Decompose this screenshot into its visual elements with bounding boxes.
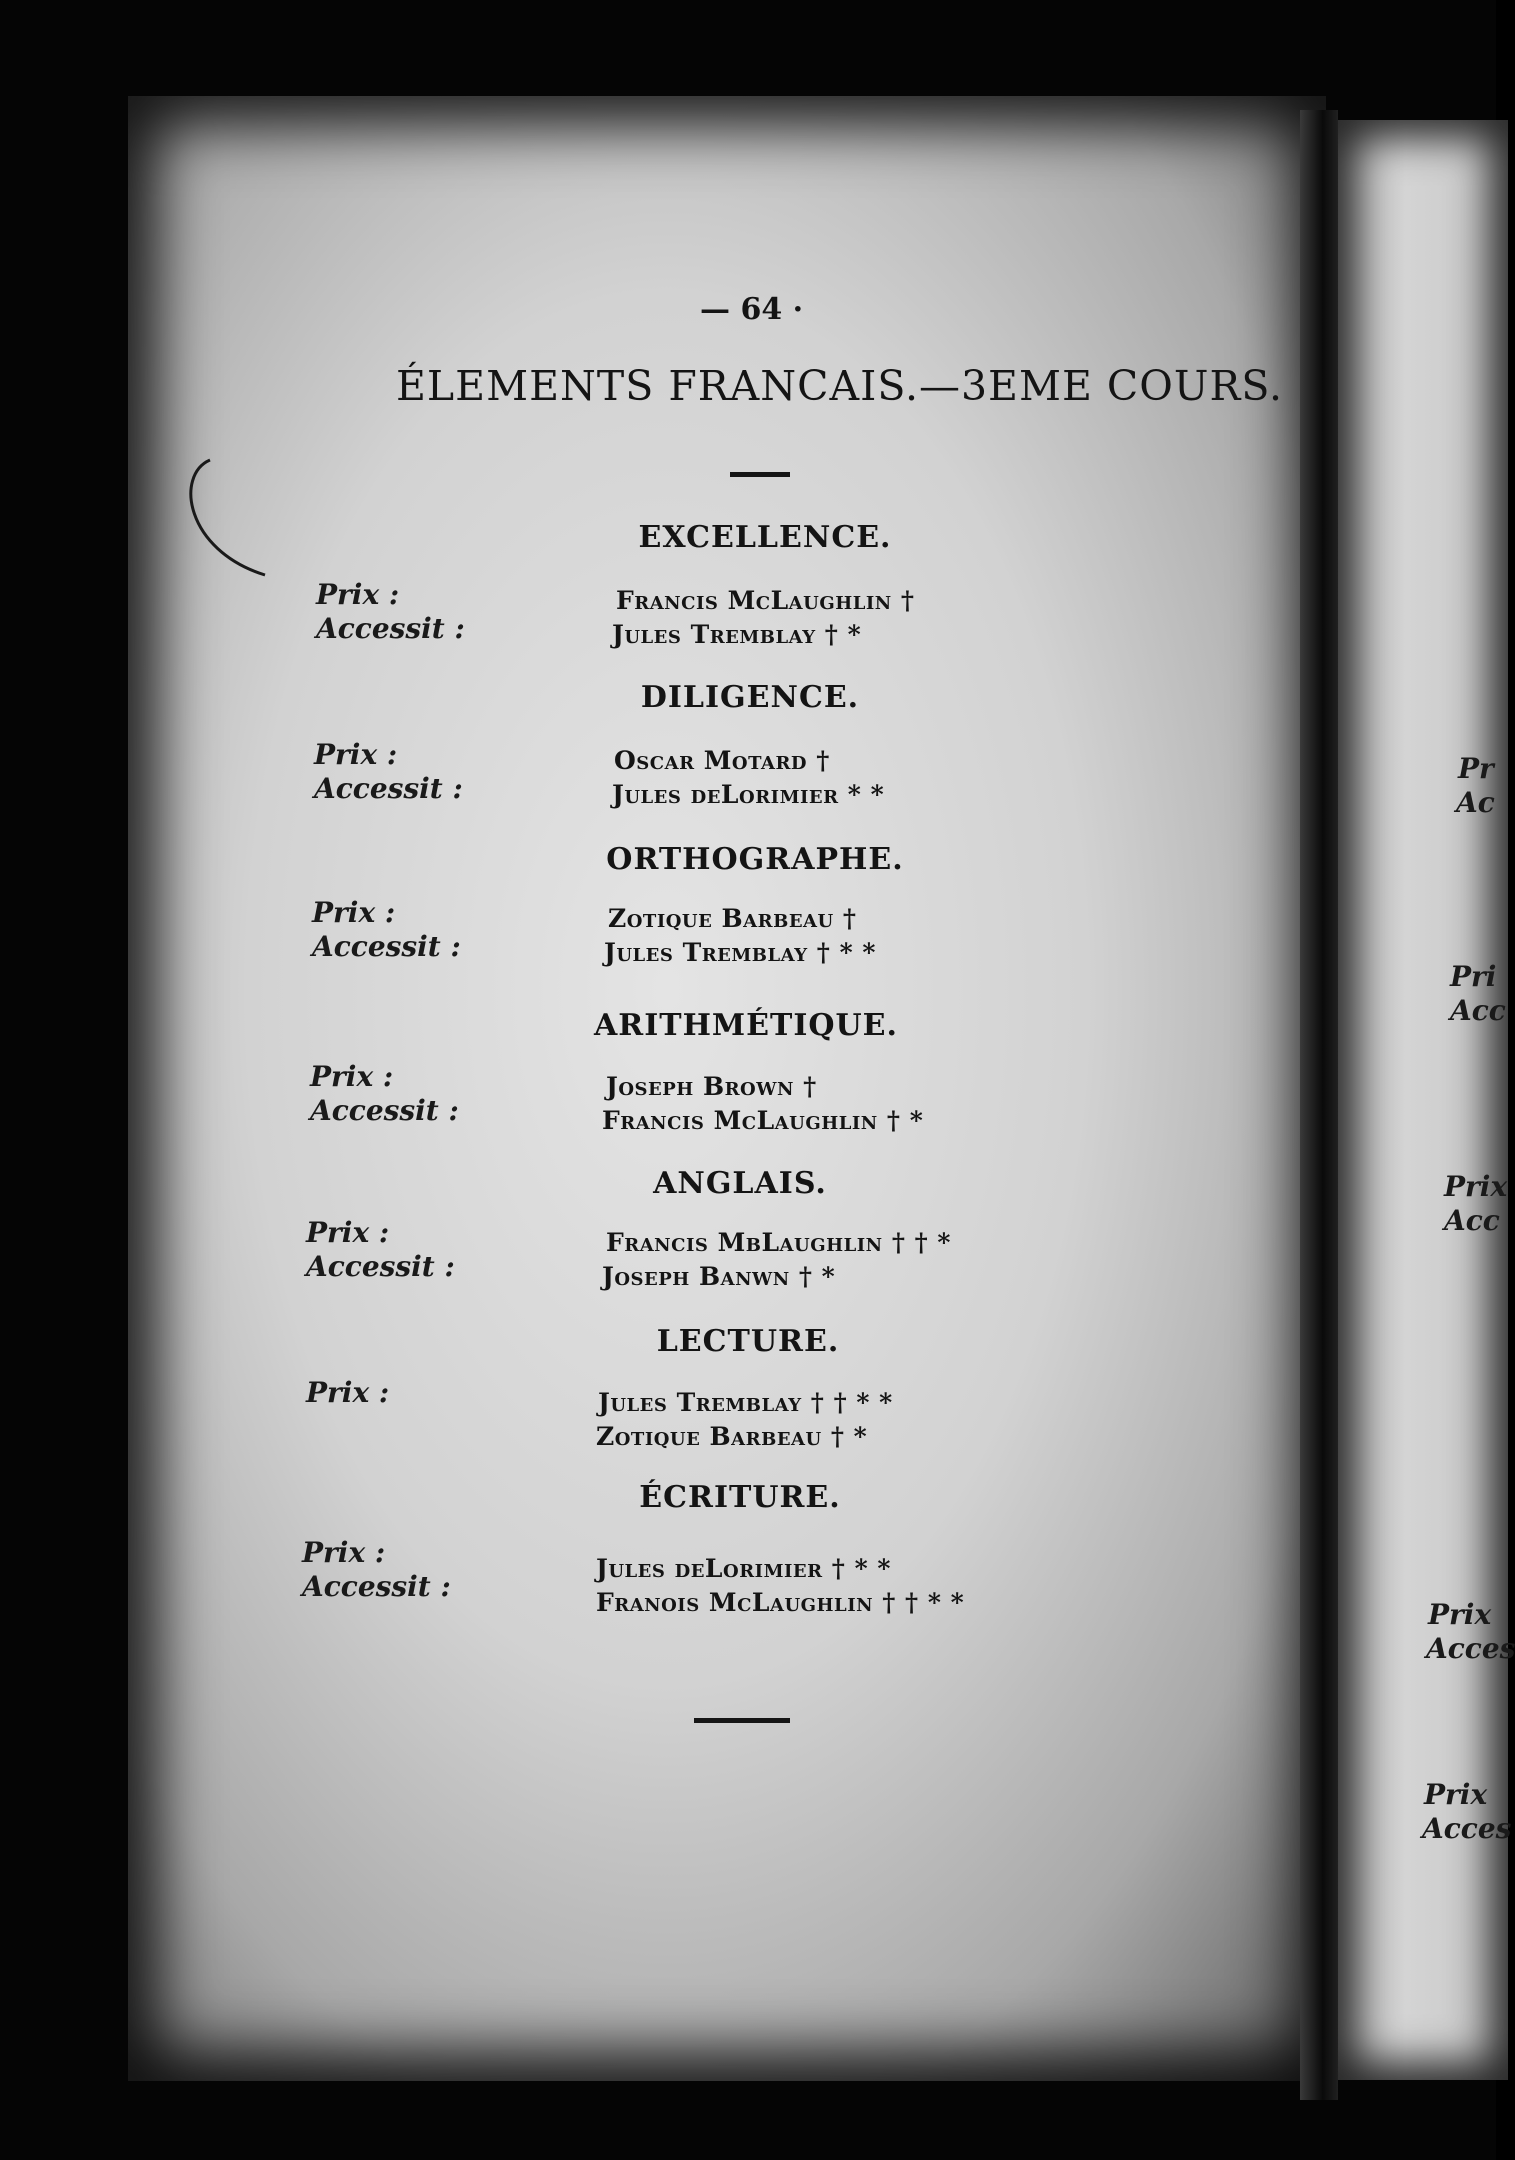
adjacent-page-fragment: Acces	[1422, 1812, 1512, 1845]
accessit-winner-name: Jules deLorimier * *	[612, 780, 885, 809]
page-number: — 64 ·	[700, 292, 804, 327]
section-title-ecriture: ÉCRITURE.	[639, 1480, 841, 1515]
section-title-orthographe: ORTHOGRAPHE.	[606, 842, 904, 877]
adjacent-page-fragment: Prix	[1428, 1598, 1492, 1631]
adjacent-page-fragment: Acc	[1450, 994, 1506, 1027]
prize-label: Prix :	[306, 1376, 390, 1409]
prize-label: Prix :	[302, 1536, 386, 1569]
accessit-label: Accessit :	[306, 1250, 455, 1283]
prize-label: Prix :	[306, 1216, 390, 1249]
prize-label: Prix :	[312, 896, 396, 929]
prize-label: Prix :	[316, 578, 400, 611]
accessit-label: Accessit :	[312, 930, 461, 963]
prize-winner-name: Oscar Motard †	[614, 746, 830, 775]
prize-winner-name: Francis MbLaughlin † † *	[606, 1228, 951, 1257]
accessit-winner-name: Jules Tremblay † * *	[604, 938, 876, 967]
accessit-winner-name: Jules Tremblay † *	[612, 620, 862, 649]
prize-winner-name: Joseph Brown †	[606, 1072, 817, 1101]
accessit-label: Accessit :	[310, 1094, 459, 1127]
section-title-diligence: DILIGENCE.	[640, 680, 860, 715]
closing-rule	[694, 1718, 790, 1723]
prize-winner-name: Zotique Barbeau †	[608, 904, 857, 933]
heading-rule	[730, 472, 790, 477]
prize-winner-name: Jules Tremblay † † * *	[598, 1388, 893, 1417]
accessit-label: Accessit :	[316, 612, 465, 645]
section-title-lecture: LECTURE.	[656, 1324, 840, 1359]
prize-winner-name: Francis McLaughlin †	[616, 586, 915, 615]
prize-label: Prix :	[310, 1060, 394, 1093]
pencil-bracket-mark	[185, 455, 275, 585]
accessit-winner-name: Francis McLaughlin † *	[602, 1106, 924, 1135]
accessit-winner-name: Franois McLaughlin † † * *	[596, 1588, 965, 1617]
adjacent-page-fragment: Pri	[1450, 960, 1497, 993]
accessit-winner-name: Joseph Banwn † *	[602, 1262, 836, 1291]
adjacent-page-fragment: Pr	[1458, 752, 1494, 785]
section-title-excellence: EXCELLENCE.	[638, 520, 892, 555]
adjacent-page-fragment: Ac	[1456, 786, 1495, 819]
prize-winner-name: Zotique Barbeau † *	[596, 1422, 868, 1451]
book-gutter	[1300, 110, 1338, 2100]
adjacent-page-fragment: Acc	[1444, 1204, 1500, 1237]
section-title-anglais: ANGLAIS.	[653, 1166, 827, 1201]
prize-label: Prix :	[314, 738, 398, 771]
adjacent-page-fragment: Acces	[1426, 1632, 1515, 1665]
accessit-label: Accessit :	[314, 772, 463, 805]
prize-winner-name: Jules deLorimier † * *	[596, 1554, 891, 1583]
section-title-arithmetique: ARITHMÉTIQUE.	[594, 1008, 898, 1043]
accessit-label: Accessit :	[302, 1570, 451, 1603]
page-heading: ÉLEMENTS FRANCAIS.—3EME COURS.	[396, 362, 1283, 410]
adjacent-page-fragment: Prix	[1424, 1778, 1488, 1811]
adjacent-page-fragment: Prix	[1444, 1170, 1508, 1203]
